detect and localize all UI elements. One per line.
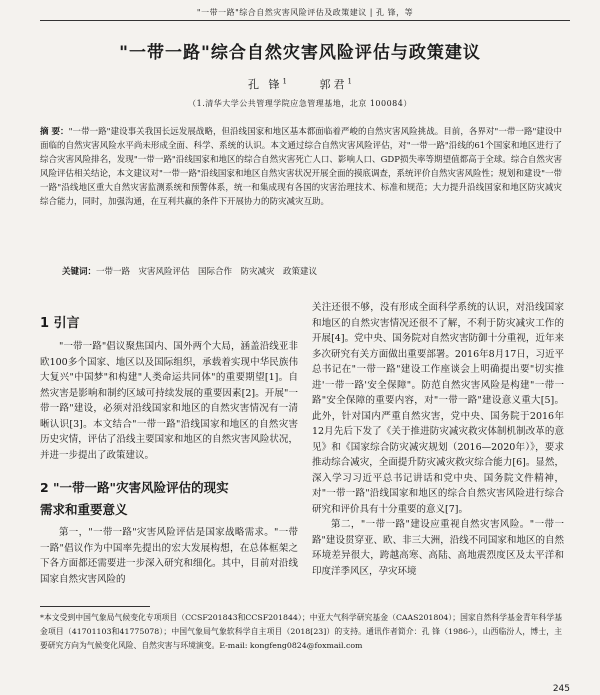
body-paragraph: 第一，"一带一路"灾害风险评估是国家战略需求。"一带一路"倡议作为中国率先提出的宏大发展构想，在总体框架之下各方面都还需要进一步深入研究和细化。其中，目前对沿线国家自然灾害风险的 <box>40 527 298 585</box>
author-name: 孔 锋 <box>248 78 283 91</box>
author-line <box>0 76 600 92</box>
abstract-text: "一带一路"建设事关我国长远发展战略，但沿线国家和地区基本都面临着严峻的自然灾害风险挑战。目前，各界对"一带一路"建设中面临的自然灾害风险水平尚未形成全面、科学、系统的认识。本文通过综合自然灾害风险评估，对"一带一路"沿线的61个国家和地区进行了综合灾害风险排名，发现"一带一路"沿线国家和地区的综合自然灾害死亡人口、影响人口、GDP损失率等期望值都高于全球。综合自然灾害风险评估相关结论，本文建议对"一带一路"沿线国家和地区自然灾害状况开展全面的摸底调查，系统评价自然灾害风险性；规划和建设"一带一路"沿线地区重大自然灾害监测系统和预警体系，统一和集成现有各国的灾害治理技术、标准和规范；大力提升沿线国家和地区防灾减灾综合能力，同时，加强沟通，在互利共赢的条件下开展协力的防灾减灾互助。 <box>40 127 562 207</box>
abstract <box>40 125 562 209</box>
keywords <box>62 265 562 279</box>
footnote: *本文受到中国气象局气候变化专项项目（CCSF201843和CCSF201844）；中亚大气科学研究基金（CAAS201804）；国家自然科学基金青年科学基金项目（41701103和41775078）；中国气象局气象软科学自主项目（2018[23]）的支持。通讯作者简介：孔 锋（1986-），山西临汾人，博士，主要研究方向为气候变化风险、自然灾害与环境演变。E-mail: kongfeng0824@foxmail.com <box>40 613 562 650</box>
left-column <box>40 300 298 587</box>
keywords-text: 一带一路 灾害风险评估 国际合作 防灾减灾 政策建议 <box>96 267 318 277</box>
page-number: 245 <box>552 684 570 694</box>
abstract-label: 摘 要： <box>40 127 69 137</box>
affiliation: （1.清华大学公共管理学院应急管理基地，北京 100084） <box>188 99 412 108</box>
footnote-divider <box>40 606 150 607</box>
article-title: "一带一路"综合自然灾害风险评估与政策建议 <box>119 43 481 63</box>
keywords-label: 关键词： <box>62 267 97 277</box>
running-header: "一带一路"综合自然灾害风险评估及政策建议 | 孔 锋，等 <box>40 6 570 21</box>
body-paragraph: 第二，"一带一路"建设应重视自然灾害风险。"一带一路"建设贯穿亚、欧、非三大洲，沿线不同国家和地区的自然环境差异很大，跨越高寒、高陆、高地震烈度区及太平洋和印度洋季风区，孕灾环境 <box>312 519 564 577</box>
right-column <box>312 300 564 579</box>
section-heading <box>40 477 298 521</box>
author-name: 郭君 <box>319 78 348 91</box>
section-heading: 1 引言 <box>40 316 80 331</box>
section-heading-line: 需求和重要意义 <box>40 502 128 517</box>
author-affiliation-mark: 1 <box>282 77 287 86</box>
body-paragraph: "一带一路"倡议聚焦国内、国外两个大局，涵盖沿线亚非欧100多个国家、地区以及国际组织，承载着实现中华民族伟大复兴"中国梦"和构建"人类命运共同体"的重要期望[1]。自然灾害是影响和制约区域可持续发展的重要因素[2]。开展"一带一路"建设，必须对沿线国家和地区的自然灾害情况有一清晰认识[3]。本文结合"一带一路"沿线国家和地区的自然灾害历史灾情，评估了沿线主要国家和地区的自然灾害风险状况，并进一步提出了政策建议。 <box>40 341 298 461</box>
section-heading-line: 2 "一带一路"灾害风险评估的现实 <box>40 480 229 495</box>
author-affiliation-mark: 1 <box>347 77 352 86</box>
body-paragraph: 关注还很不够，没有形成全面科学系统的认识，对沿线国家和地区的自然灾害情况还很不了解，不利于防灾减灾工作的开展[4]。党中央、国务院对自然灾害防御十分重视，近年来多次研究有关方面做出重要部署。2016年8月17日，习近平总书记在"一带一路"建设工作座谈会上明确提出要"切实推进'一带一路'安全保障"。防范自然灾害风险是构建"一带一路"安全保障的重要内容，对"一带一路"建设意义重大[5]。此外，针对国内严重自然灾害，党中央、国务院于2016年12月先后下发了《关于推进防灾减灾救灾体制机制改革的意见》和《国家综合防灾减灾规划（2016—2020年）》，要求推动综合减灾，全面提升防灾减灾救灾综合能力[6]。显然，深入学习习近平总书记讲话和党中央、国务院文件精神，对"一带一路"沿线国家和地区的综合自然灾害风险进行综合研究和评价具有十分重要的意义[7]。 <box>312 302 564 515</box>
